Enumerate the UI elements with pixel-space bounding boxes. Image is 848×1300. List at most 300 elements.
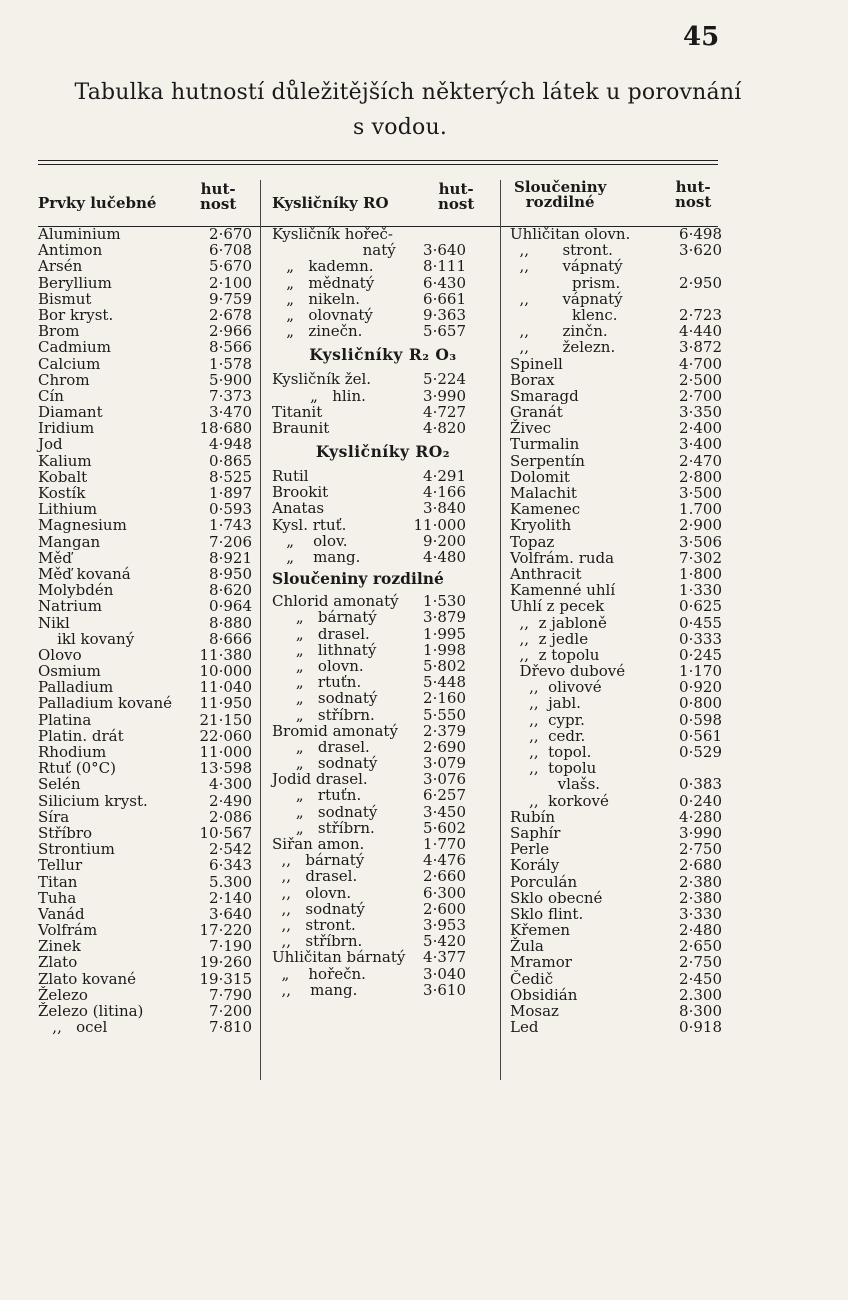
substance-name: Selén — [38, 775, 81, 794]
table-row — [510, 307, 722, 323]
substance-name: Bismut — [38, 289, 92, 308]
density-value: 7·790 — [209, 985, 252, 1004]
substance-name: „ mang. — [272, 548, 361, 566]
substance-name: klenc. — [510, 305, 618, 324]
substance-name: Chrom — [38, 370, 90, 389]
density-value: 0·920 — [679, 678, 722, 697]
substance-name: Brookit — [272, 483, 329, 502]
substance-name: Měď — [38, 548, 72, 567]
density-value: 2·380 — [679, 872, 722, 891]
substance-name: „ hlin. — [272, 386, 366, 405]
column-divider-1 — [260, 180, 261, 1080]
table-row — [510, 971, 722, 987]
substance-name: Volfrám — [38, 921, 98, 940]
density-value: 2·160 — [423, 689, 466, 708]
density-value: 8·950 — [209, 564, 252, 583]
table-row — [510, 857, 722, 873]
density-value: 7·373 — [209, 386, 252, 405]
table-row — [510, 647, 722, 663]
elements-column — [38, 178, 258, 1035]
table-row — [38, 841, 258, 857]
table-row — [272, 371, 494, 387]
substance-name: Cín — [38, 386, 64, 405]
table-row — [272, 674, 494, 690]
substance-name: Křemen — [510, 921, 571, 940]
density-value: 2·723 — [679, 305, 722, 324]
table-row — [510, 517, 722, 533]
table-row — [38, 679, 258, 695]
table-row — [510, 744, 722, 760]
ro2-list — [272, 468, 494, 565]
table-row — [38, 938, 258, 954]
table-row — [272, 690, 494, 706]
header-hut: hut- — [675, 178, 711, 196]
density-value: 4·727 — [423, 402, 466, 421]
substance-name: Kysličník žel. — [272, 370, 372, 389]
density-value: 19·260 — [199, 953, 252, 972]
substance-name: Turmalin — [510, 435, 580, 454]
density-value: 9·363 — [423, 305, 466, 324]
table-row — [38, 291, 258, 307]
density-value: 5·802 — [423, 656, 466, 675]
density-value: 1·530 — [423, 592, 466, 611]
table-row — [38, 760, 258, 776]
top-rule-1 — [38, 160, 718, 161]
substance-name: Osmium — [38, 662, 101, 681]
table-row — [510, 695, 722, 711]
table-row — [510, 436, 722, 452]
substance-name: Dolomit — [510, 467, 570, 486]
table-row — [38, 242, 258, 258]
substance-name: Nikl — [38, 613, 70, 632]
substance-name: ikl kovaný — [38, 629, 135, 648]
table-row — [272, 388, 494, 404]
elements-header — [38, 178, 258, 226]
density-value: 3·450 — [423, 802, 466, 821]
table-row — [510, 372, 722, 388]
density-value: 1·330 — [679, 581, 722, 600]
density-value: 2·100 — [209, 273, 252, 292]
substance-name: ,, vápnatý — [510, 289, 623, 308]
table-row — [510, 258, 722, 274]
table-row — [38, 1003, 258, 1019]
density-value: 1.700 — [679, 500, 722, 519]
oxides-header-value — [438, 182, 474, 212]
density-value: 0·598 — [679, 710, 722, 729]
header-rozdilne: rozdilné — [525, 193, 595, 211]
density-value: 3·076 — [423, 770, 466, 789]
density-value: 1·578 — [209, 354, 252, 373]
substance-name: Topaz — [510, 532, 555, 551]
table-row — [272, 484, 494, 500]
density-value: 1·770 — [423, 835, 466, 853]
table-row — [272, 966, 494, 982]
density-value: 4·948 — [209, 435, 252, 454]
density-value: 3·040 — [423, 964, 466, 983]
density-value: 2·966 — [209, 322, 252, 341]
table-row — [38, 776, 258, 792]
density-value: 3·506 — [679, 532, 722, 551]
elements-header-value — [200, 182, 236, 212]
table-row — [510, 323, 722, 339]
density-value: 2·470 — [679, 451, 722, 470]
table-row — [272, 323, 494, 339]
substance-name: Zlato kované — [38, 969, 137, 988]
substance-name: Palladium — [38, 678, 114, 697]
table-row — [38, 323, 258, 339]
density-value: 5·657 — [423, 322, 466, 341]
density-value: 0·240 — [679, 791, 722, 810]
table-row — [38, 695, 258, 711]
substance-name: Borax — [510, 370, 555, 389]
density-value: 6·661 — [423, 289, 466, 308]
substance-name: ,, stront. — [510, 241, 613, 260]
density-value: 2·490 — [209, 791, 252, 810]
table-row — [272, 949, 494, 965]
substance-name: „ sodnatý — [272, 754, 378, 773]
substance-name: Mramor — [510, 953, 572, 972]
table-row — [272, 787, 494, 803]
density-value: 8·880 — [209, 613, 252, 632]
table-row — [510, 922, 722, 938]
substance-name: ,, cedr. — [510, 726, 586, 745]
density-value: 3·079 — [423, 754, 466, 773]
substance-name: Iridium — [38, 419, 95, 438]
table-row — [272, 868, 494, 884]
substance-name: Rutil — [272, 467, 309, 486]
substance-name: Molybdén — [38, 581, 114, 600]
substance-name: Jodid drasel. — [272, 770, 368, 789]
density-value: 10·567 — [199, 823, 252, 842]
density-value: 2.300 — [679, 985, 722, 1004]
density-value: 17·220 — [199, 921, 252, 940]
density-value: 2·670 — [209, 225, 252, 243]
substance-name: „ mědnatý — [272, 273, 375, 292]
substance-name: „ sodnatý — [272, 802, 378, 821]
compounds-list — [272, 593, 494, 998]
substance-name: Titanit — [272, 402, 323, 421]
density-value: 6·430 — [423, 273, 466, 292]
table-row — [510, 631, 722, 647]
substance-name: ,, ocel — [38, 1018, 108, 1037]
substance-name: Porculán — [510, 872, 578, 891]
density-value: 3·840 — [423, 499, 466, 518]
table-row — [272, 933, 494, 949]
page-subtitle: s vodou. — [352, 115, 448, 140]
table-row — [510, 566, 722, 582]
substance-name: Zlato — [38, 953, 78, 972]
density-value: 3·500 — [679, 484, 722, 502]
density-value: 1·998 — [423, 640, 466, 659]
table-row — [38, 825, 258, 841]
density-value: 2·678 — [209, 305, 252, 324]
substance-name: Měď kovaná — [38, 564, 131, 583]
substance-name: Aluminium — [38, 225, 121, 243]
substance-name: Železo — [38, 985, 88, 1004]
table-row — [272, 404, 494, 420]
substance-name: Čedič — [510, 969, 554, 988]
table-row — [272, 901, 494, 917]
table-row — [38, 971, 258, 987]
substance-name: Kryolith — [510, 516, 572, 535]
substance-name: ,, z jedle — [510, 629, 589, 648]
density-value: 8·666 — [209, 629, 252, 648]
density-value: 5·224 — [423, 370, 466, 389]
table-row — [272, 258, 494, 274]
table-row — [272, 771, 494, 787]
table-row — [510, 825, 722, 841]
density-value: 4·166 — [423, 483, 466, 502]
density-value: 5·900 — [209, 370, 252, 389]
density-value: 8·111 — [423, 257, 466, 276]
substance-name: „ lithnatý — [272, 640, 377, 659]
substance-name: Mosaz — [510, 1002, 559, 1020]
substance-name: ,, sodnatý — [272, 899, 365, 918]
header-sloučeniny: Sloučeniny — [514, 178, 607, 196]
table-row — [272, 707, 494, 723]
density-value: 7·200 — [209, 1002, 252, 1020]
misc-header-name — [514, 180, 606, 210]
density-value: 2·600 — [423, 899, 466, 918]
table-row — [38, 550, 258, 566]
table-row — [510, 906, 722, 922]
substance-name: Magnesium — [38, 516, 127, 535]
table-row — [38, 582, 258, 598]
density-value: 3·872 — [679, 338, 722, 357]
substance-name: Tuha — [38, 888, 77, 907]
table-row — [510, 776, 722, 792]
table-row — [38, 275, 258, 291]
table-row — [510, 728, 722, 744]
table-row — [38, 339, 258, 355]
table-row — [272, 593, 494, 609]
substance-name: Živec — [510, 419, 551, 438]
substance-name: „ drasel. — [272, 624, 370, 643]
density-value: 18·680 — [199, 419, 252, 438]
table-row — [272, 836, 494, 852]
table-row — [272, 517, 494, 533]
misc-header-value — [675, 180, 711, 210]
substance-name: ,, drasel. — [272, 867, 358, 886]
table-row — [272, 626, 494, 642]
substance-name: ,, vápnatý — [510, 257, 623, 276]
table-row — [510, 615, 722, 631]
density-value: 3·470 — [209, 403, 252, 422]
substance-name: Anthracit — [510, 564, 582, 583]
density-value: 9·759 — [209, 289, 252, 308]
substance-name: Perle — [510, 840, 550, 859]
table-row — [38, 793, 258, 809]
density-value: 3·330 — [679, 904, 722, 923]
density-value: 3·879 — [423, 608, 466, 627]
substance-name: „ rtuťn. — [272, 786, 362, 805]
table-row — [510, 453, 722, 469]
table-row — [510, 793, 722, 809]
table-row — [272, 885, 494, 901]
table-row — [38, 420, 258, 436]
density-value: 0·918 — [679, 1018, 722, 1037]
density-value: 0·333 — [679, 629, 722, 648]
density-value: 5·602 — [423, 818, 466, 837]
density-value: 11·950 — [199, 694, 252, 713]
substance-name: Mangan — [38, 532, 101, 551]
density-value: 19·315 — [199, 969, 252, 988]
r2o3-list — [272, 371, 494, 436]
table-row — [510, 485, 722, 501]
table-row — [38, 954, 258, 970]
table-row — [272, 917, 494, 933]
substance-name: „ olovn. — [272, 656, 364, 675]
table-row — [272, 275, 494, 291]
substance-name: Kobalt — [38, 467, 88, 486]
substance-name: Granát — [510, 403, 563, 422]
density-value: 8·921 — [209, 548, 252, 567]
density-value: 5·448 — [423, 673, 466, 692]
section-compounds-heading: Sloučeniny rozdilné — [272, 569, 444, 589]
table-row — [38, 469, 258, 485]
column-divider-2 — [500, 180, 501, 1080]
table-row — [272, 755, 494, 771]
substance-name: „ hořečn. — [272, 964, 366, 983]
substance-name: „ bárnatý — [272, 608, 377, 627]
substance-name: ,, mang. — [272, 980, 358, 999]
section-ro2-heading: Kysličníky RO₂ — [315, 442, 451, 462]
density-value: 2·140 — [209, 888, 252, 907]
substance-name: Rtuť (0°C) — [38, 759, 117, 778]
misc-list — [510, 226, 722, 1035]
substance-name: Vanád — [38, 904, 85, 923]
substance-name: Kysl. rtuť. — [272, 515, 347, 534]
misc-compounds-column — [510, 178, 722, 1035]
table-row — [272, 982, 494, 998]
substance-name: „ rtuťn. — [272, 673, 362, 692]
substance-name: Obsidián — [510, 985, 578, 1004]
density-value: 13·598 — [199, 759, 252, 778]
table-row — [38, 517, 258, 533]
oxides-header — [272, 178, 494, 226]
density-value: 4·377 — [423, 948, 466, 967]
table-row — [510, 534, 722, 550]
substance-name: Kamenec — [510, 500, 581, 519]
table-row — [38, 534, 258, 550]
table-row — [510, 1019, 722, 1035]
substance-name: Chlorid amonatý — [272, 592, 399, 611]
table-row — [38, 453, 258, 469]
table-row — [38, 307, 258, 323]
substance-name: ,, z topolu — [510, 645, 600, 664]
substance-name: Spinell — [510, 354, 563, 373]
table-row — [510, 242, 722, 258]
density-value: 4·300 — [209, 775, 252, 794]
substance-name: ,, z jabloně — [510, 613, 607, 632]
table-row — [38, 388, 258, 404]
density-value: 8·300 — [679, 1002, 722, 1020]
substance-name: ,, jabl. — [510, 694, 581, 713]
density-value: 2·500 — [679, 370, 722, 389]
substance-name: Bromid amonatý — [272, 721, 398, 740]
density-value: 2·650 — [679, 937, 722, 956]
density-value: 2·700 — [679, 386, 722, 405]
table-row — [510, 938, 722, 954]
substance-name: „ sodnatý — [272, 689, 378, 708]
table-row — [510, 388, 722, 404]
substance-name: ,, korkové — [510, 791, 609, 810]
table-row — [38, 857, 258, 873]
table-row — [510, 582, 722, 598]
table-row — [510, 339, 722, 355]
density-value: 11·040 — [199, 678, 252, 697]
density-value: 5.300 — [209, 872, 252, 891]
substance-name: Diamant — [38, 403, 103, 422]
substance-name: „ drasel. — [272, 737, 370, 756]
density-value: 0·964 — [209, 597, 252, 616]
density-value: 6·300 — [423, 883, 466, 902]
header-nost: nost — [200, 195, 237, 213]
density-value: 4·820 — [423, 418, 466, 437]
elements-header-name: Prvky lučebné — [38, 194, 157, 212]
table-row — [510, 890, 722, 906]
substance-name: Sklo obecné — [510, 888, 603, 907]
density-value: 3·620 — [679, 241, 722, 260]
density-value: 3·953 — [423, 915, 466, 934]
header-nost: nost — [438, 195, 475, 213]
substance-name: ,, železn. — [510, 338, 616, 357]
header-hut: hut- — [200, 180, 236, 198]
section-r2o3-heading: Kysličníky R₂ O₃ — [309, 345, 457, 365]
density-value: 2·680 — [679, 856, 722, 875]
substance-name: „ stříbrn. — [272, 705, 375, 724]
substance-name: Jod — [38, 435, 63, 454]
substance-name: „ nikeln. — [272, 289, 361, 308]
density-value: 2·750 — [679, 840, 722, 859]
substance-name: „ kademn. — [272, 257, 374, 276]
substance-name: natý — [272, 241, 396, 260]
density-value: 4·291 — [423, 467, 466, 486]
substance-name: Serpentín — [510, 451, 585, 470]
table-row — [38, 372, 258, 388]
table-row — [272, 500, 494, 516]
table-row — [272, 739, 494, 755]
substance-name: Silicium kryst. — [38, 791, 148, 810]
oxides-header-name: Kysličníky RO — [272, 194, 389, 212]
table-row — [510, 226, 722, 242]
substance-name: Titan — [38, 872, 78, 891]
oxides-column — [272, 178, 494, 998]
table-row — [38, 728, 258, 744]
page-title: Tabulka hutností důležitějších některých látek u porovnání — [74, 80, 742, 105]
density-value: 3·990 — [423, 386, 466, 405]
table-row — [38, 356, 258, 372]
table-row — [38, 744, 258, 760]
table-row — [272, 549, 494, 565]
substance-name: Uhlí z pecek — [510, 597, 605, 616]
density-value: 11·380 — [199, 645, 252, 664]
density-value: 3·350 — [679, 403, 722, 422]
density-value: 3·610 — [423, 980, 466, 999]
substance-name: „ zinečn. — [272, 322, 363, 341]
page-number: 45 — [683, 22, 720, 52]
density-value: 2·750 — [679, 953, 722, 972]
density-value: 0·529 — [679, 743, 722, 761]
density-value: 6·257 — [423, 786, 466, 805]
substance-name: vlašs. — [510, 775, 601, 794]
substance-name: Železo (litina) — [38, 1002, 144, 1020]
table-row — [272, 642, 494, 658]
density-value: 2·900 — [679, 516, 722, 535]
density-value: 4·700 — [679, 354, 722, 373]
density-value: 3·640 — [209, 904, 252, 923]
substance-name: ,, topolu — [510, 759, 597, 778]
